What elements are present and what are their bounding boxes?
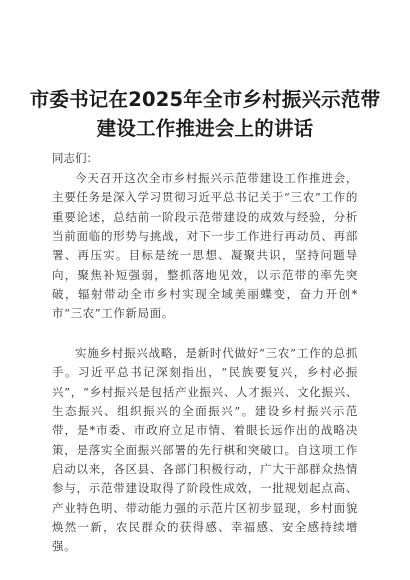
document-title-line-1: 市委书记在2025年全市乡村振兴示范带 (29, 88, 381, 111)
body-paragraph: 今天召开这次全市乡村振兴示范带建设工作推进会，主要任务是深入学习贯彻习近平总书记关于“三农”工作的重要论述，总结前一阶段示范带建设的成效与经验，分析当前面临的形势与挑战，对下一步工作进行再动员、再部署、再压实。目标是统一思想、凝聚共识，坚持问题导向，聚焦补短强弱，整抓落地见效，以示范带的率先突破，辐射带动全市乡村实现全域美丽蝶变，奋力开创*市“三农”工作新局面。 (52, 171, 358, 321)
greeting: 同志们： (52, 151, 98, 165)
document-title-line-2: 建设工作推进会上的讲话 (96, 117, 314, 140)
body-paragraph: 实施乡村振兴战略，是新时代做好“三农”工作的总抓手。习近平总书记深刻指出，“民族要复兴，乡村必振兴”，“乡村振兴是包括产业振兴、人才振兴、文化振兴、生态振兴、组织振兴的全面振兴”。建设乡村振兴示范带，是*市委、市政府立足市情、着眼长远作出的战略决策，是落实全面振兴部署的先行棋和突破口。自这项工作启动以来，各区县、各部门积极行动，广大干部群众热情参与，示范带建设取得了阶段性成效，一批规划起点高、产业特色明、带动能力强的示范片区初步显现，乡村面貌焕然一新，农民群众的获得感、幸福感、安全感持续增强。 (52, 346, 358, 554)
